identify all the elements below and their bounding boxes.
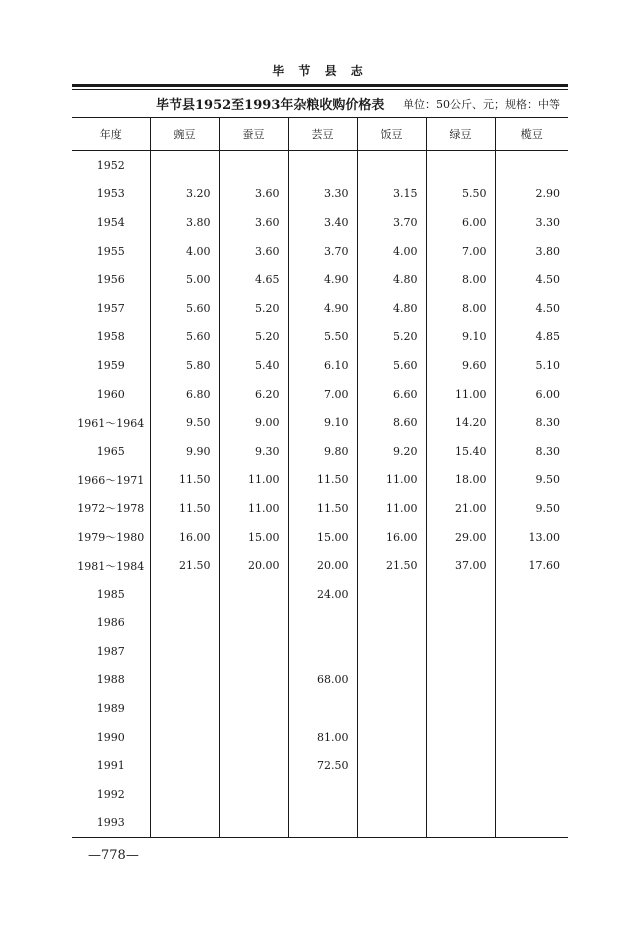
table-row	[72, 237, 568, 266]
price-cell	[219, 580, 288, 609]
price-cell: 9.50	[495, 466, 568, 495]
price-cell: 11.00	[426, 380, 495, 409]
year-cell: 1959	[96, 358, 125, 372]
price-cell: 9.10	[426, 323, 495, 352]
price-cell	[150, 609, 219, 638]
year-cell: 1957	[96, 301, 125, 315]
price-cell: 8.30	[495, 437, 568, 466]
price-cell: 11.50	[288, 466, 357, 495]
table-row	[72, 751, 568, 780]
table-row	[72, 180, 568, 209]
price-cell: 5.20	[219, 323, 288, 352]
price-cell: 6.00	[495, 380, 568, 409]
price-cell: 5.60	[150, 323, 219, 352]
price-cell: 13.00	[495, 523, 568, 552]
price-cell	[495, 751, 568, 780]
price-cell: 3.30	[495, 208, 568, 237]
price-table	[72, 118, 568, 838]
price-cell: 24.00	[288, 580, 357, 609]
column-header: 豌豆	[150, 118, 219, 151]
price-cell: 9.20	[357, 437, 426, 466]
price-cell: 20.00	[288, 551, 357, 580]
price-cell: 81.00	[288, 723, 357, 752]
table-row	[72, 323, 568, 352]
price-cell: 17.60	[495, 551, 568, 580]
price-cell: 6.10	[288, 351, 357, 380]
table-row	[72, 551, 568, 580]
price-cell	[219, 637, 288, 666]
year-cell: 1954	[96, 215, 125, 229]
table-row	[72, 637, 568, 666]
column-header: 芸豆	[288, 118, 357, 151]
year-cell: 1972～1978	[77, 502, 145, 516]
price-cell: 3.15	[357, 180, 426, 209]
header-rule-thin	[72, 89, 568, 90]
price-cell: 15.00	[288, 523, 357, 552]
price-cell: 9.60	[426, 351, 495, 380]
year-cell: 1992	[96, 787, 125, 801]
table-row	[72, 523, 568, 552]
price-cell	[357, 580, 426, 609]
price-cell: 5.10	[495, 351, 568, 380]
year-cell: 1960	[96, 387, 125, 401]
table-row	[72, 408, 568, 437]
price-cell: 5.80	[150, 351, 219, 380]
price-cell	[357, 151, 426, 180]
price-cell	[288, 809, 357, 838]
price-cell	[357, 780, 426, 809]
column-header: 年度	[72, 118, 150, 151]
price-cell	[288, 151, 357, 180]
price-cell: 4.00	[357, 237, 426, 266]
price-cell	[219, 751, 288, 780]
price-cell: 4.65	[219, 265, 288, 294]
price-cell: 11.50	[150, 494, 219, 523]
price-cell: 29.00	[426, 523, 495, 552]
price-cell: 3.80	[495, 237, 568, 266]
table-row	[72, 208, 568, 237]
price-cell	[357, 809, 426, 838]
price-cell: 2.90	[495, 180, 568, 209]
year-cell: 1953	[96, 187, 125, 201]
price-cell	[150, 151, 219, 180]
price-cell: 21.50	[150, 551, 219, 580]
price-cell: 5.60	[357, 351, 426, 380]
price-cell	[288, 637, 357, 666]
price-cell: 9.90	[150, 437, 219, 466]
price-cell: 11.50	[288, 494, 357, 523]
price-cell: 5.60	[150, 294, 219, 323]
table-row	[72, 723, 568, 752]
price-cell: 4.50	[495, 265, 568, 294]
year-cell: 1961～1964	[77, 416, 145, 430]
year-cell: 1956	[96, 273, 125, 287]
price-cell	[357, 751, 426, 780]
price-cell: 8.60	[357, 408, 426, 437]
price-cell: 11.00	[357, 466, 426, 495]
year-cell: 1985	[96, 587, 125, 601]
table-row	[72, 466, 568, 495]
table-title: 毕节县1952至1993年杂粮收购价格表	[156, 98, 385, 113]
price-cell	[426, 666, 495, 695]
table-row	[72, 151, 568, 180]
price-cell	[426, 751, 495, 780]
price-cell: 11.50	[150, 466, 219, 495]
table-row	[72, 294, 568, 323]
price-cell	[219, 780, 288, 809]
price-cell: 7.00	[288, 380, 357, 409]
year-cell: 1955	[96, 244, 125, 258]
year-cell: 1981～1984	[77, 559, 145, 573]
price-cell	[426, 151, 495, 180]
price-cell	[288, 694, 357, 723]
price-cell: 4.50	[495, 294, 568, 323]
price-cell	[357, 637, 426, 666]
price-cell	[495, 723, 568, 752]
price-cell: 7.00	[426, 237, 495, 266]
price-cell: 9.30	[219, 437, 288, 466]
price-cell: 3.30	[288, 180, 357, 209]
price-cell: 6.60	[357, 380, 426, 409]
price-cell	[495, 809, 568, 838]
price-cell: 21.50	[357, 551, 426, 580]
table-row	[72, 694, 568, 723]
price-cell: 9.10	[288, 408, 357, 437]
price-cell: 3.80	[150, 208, 219, 237]
year-cell: 1993	[72, 809, 150, 838]
price-cell: 5.20	[219, 294, 288, 323]
price-cell	[150, 694, 219, 723]
price-cell: 11.00	[219, 466, 288, 495]
price-cell	[495, 637, 568, 666]
column-header: 榄豆	[495, 118, 568, 151]
price-cell: 5.50	[288, 323, 357, 352]
price-cell	[495, 780, 568, 809]
price-cell: 37.00	[426, 551, 495, 580]
price-cell: 8.30	[495, 408, 568, 437]
price-cell	[495, 151, 568, 180]
price-cell	[426, 580, 495, 609]
year-cell: 1989	[96, 702, 125, 716]
price-cell	[426, 637, 495, 666]
price-cell	[426, 694, 495, 723]
table-row	[72, 380, 568, 409]
year-cell: 1966～1971	[77, 473, 145, 487]
table-body	[72, 151, 568, 838]
price-cell	[495, 609, 568, 638]
price-cell: 68.00	[288, 666, 357, 695]
year-cell: 1986	[96, 616, 125, 630]
price-cell	[426, 609, 495, 638]
price-cell	[150, 809, 219, 838]
price-cell: 4.80	[357, 265, 426, 294]
price-cell	[288, 780, 357, 809]
price-cell: 16.00	[150, 523, 219, 552]
price-cell: 4.00	[150, 237, 219, 266]
table-row	[72, 351, 568, 380]
table-row	[72, 437, 568, 466]
header-row	[72, 118, 568, 151]
year-cell: 1990	[96, 730, 125, 744]
table-row	[72, 580, 568, 609]
table-row	[72, 666, 568, 695]
price-cell: 3.60	[219, 180, 288, 209]
header-rule-thick	[72, 84, 568, 87]
price-cell: 15.00	[219, 523, 288, 552]
table-title-row	[72, 93, 568, 115]
price-cell: 8.00	[426, 294, 495, 323]
year-cell: 1988	[96, 673, 125, 687]
price-cell	[219, 666, 288, 695]
unit-note: 单位：50公斤、元；规格：中等	[403, 98, 560, 111]
price-cell: 18.00	[426, 466, 495, 495]
table-row	[72, 609, 568, 638]
price-cell: 3.60	[219, 237, 288, 266]
running-head: 毕 节 县 志	[272, 64, 368, 78]
price-cell: 4.80	[357, 294, 426, 323]
price-cell: 3.20	[150, 180, 219, 209]
price-cell: 9.50	[150, 408, 219, 437]
price-cell: 4.90	[288, 265, 357, 294]
price-cell: 3.40	[288, 208, 357, 237]
price-cell	[426, 809, 495, 838]
price-cell	[495, 694, 568, 723]
price-cell: 5.40	[219, 351, 288, 380]
price-cell	[219, 694, 288, 723]
price-cell: 5.50	[426, 180, 495, 209]
price-cell: 9.50	[495, 494, 568, 523]
price-cell	[288, 609, 357, 638]
price-cell	[357, 609, 426, 638]
price-cell: 6.20	[219, 380, 288, 409]
year-cell: 1952	[96, 158, 125, 172]
price-cell: 11.00	[219, 494, 288, 523]
column-header: 绿豆	[426, 118, 495, 151]
year-cell: 1958	[96, 330, 125, 344]
price-cell	[150, 751, 219, 780]
price-cell	[219, 723, 288, 752]
table-row	[72, 780, 568, 809]
price-cell: 4.85	[495, 323, 568, 352]
price-cell	[357, 723, 426, 752]
column-header: 饭豆	[357, 118, 426, 151]
price-cell: 14.20	[426, 408, 495, 437]
year-cell: 1979～1980	[77, 531, 145, 545]
price-cell	[219, 151, 288, 180]
price-cell	[426, 723, 495, 752]
price-cell	[219, 609, 288, 638]
price-cell: 3.70	[357, 208, 426, 237]
price-cell: 4.90	[288, 294, 357, 323]
price-cell: 20.00	[219, 551, 288, 580]
price-cell: 5.20	[357, 323, 426, 352]
price-cell: 9.80	[288, 437, 357, 466]
year-cell: 1965	[96, 444, 125, 458]
price-cell: 16.00	[357, 523, 426, 552]
price-cell: 8.00	[426, 265, 495, 294]
price-cell	[150, 637, 219, 666]
price-cell	[150, 580, 219, 609]
price-cell: 72.50	[288, 751, 357, 780]
table-row	[72, 265, 568, 294]
page-number: —778—	[88, 848, 139, 863]
year-cell: 1991	[96, 759, 125, 773]
price-cell: 21.00	[426, 494, 495, 523]
price-cell	[357, 666, 426, 695]
price-cell	[150, 780, 219, 809]
price-cell	[495, 666, 568, 695]
table-row	[72, 809, 568, 838]
price-cell: 3.70	[288, 237, 357, 266]
price-cell: 9.00	[219, 408, 288, 437]
price-cell	[150, 723, 219, 752]
price-cell	[219, 809, 288, 838]
price-cell	[495, 580, 568, 609]
price-cell: 5.00	[150, 265, 219, 294]
year-cell: 1987	[96, 644, 125, 658]
price-cell: 15.40	[426, 437, 495, 466]
price-cell: 3.60	[219, 208, 288, 237]
price-cell	[357, 694, 426, 723]
column-header: 蚕豆	[219, 118, 288, 151]
price-cell	[426, 780, 495, 809]
table-row	[72, 494, 568, 523]
price-cell: 6.00	[426, 208, 495, 237]
price-cell	[150, 666, 219, 695]
price-cell: 11.00	[357, 494, 426, 523]
price-cell: 6.80	[150, 380, 219, 409]
